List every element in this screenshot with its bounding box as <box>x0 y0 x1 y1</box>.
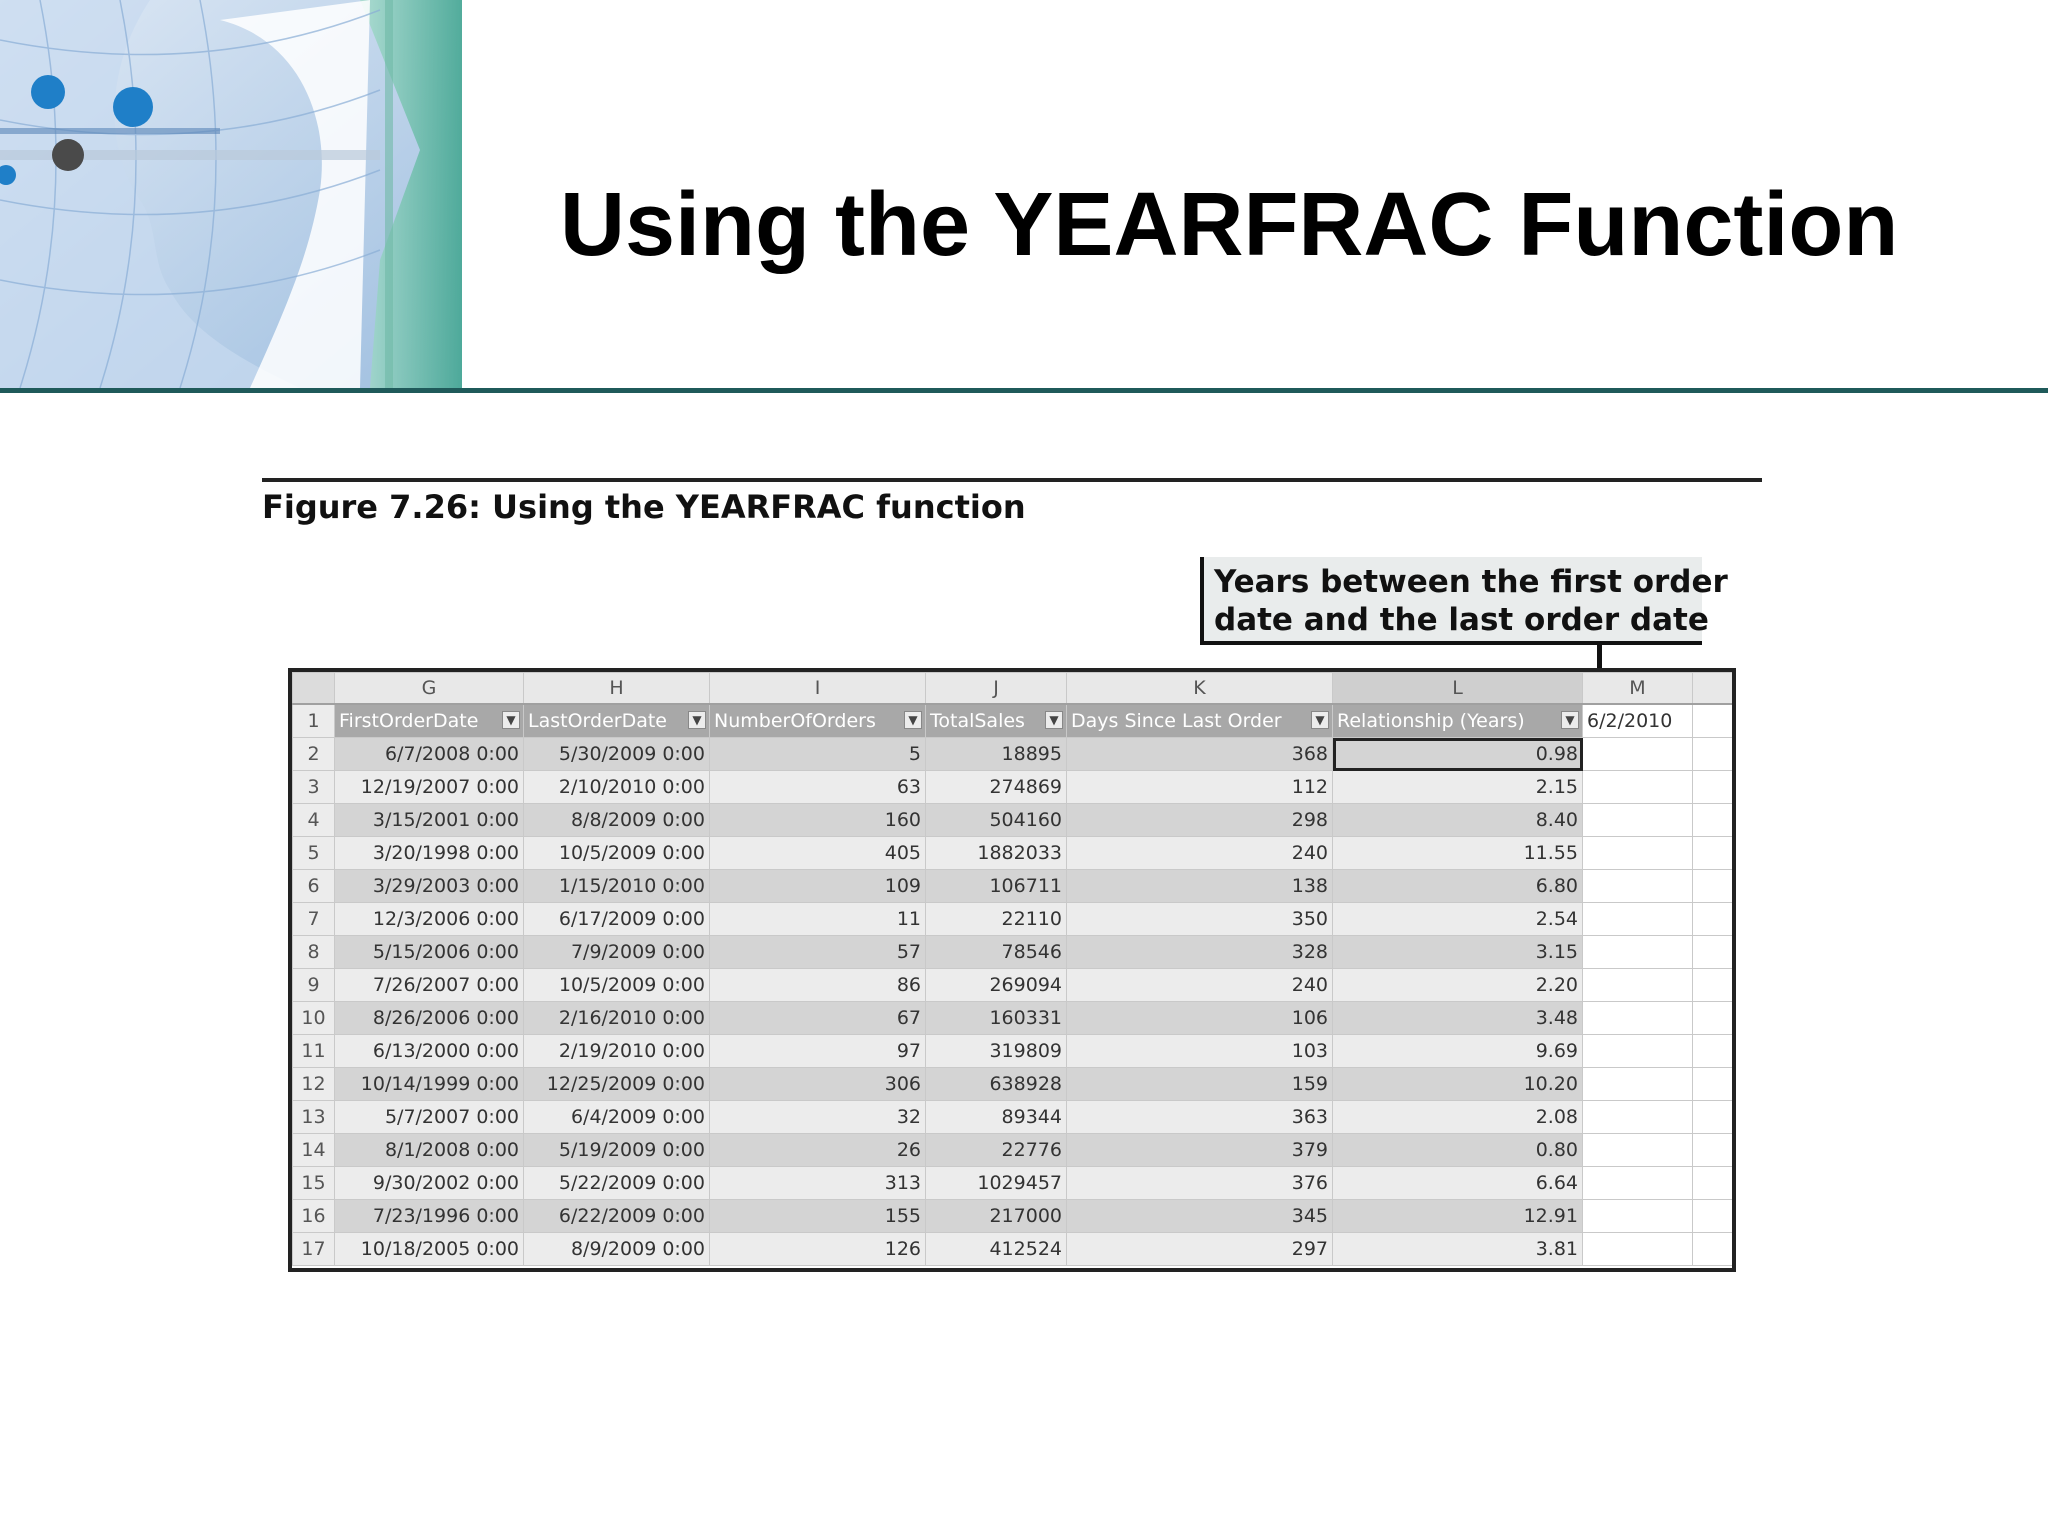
cell-m[interactable] <box>1583 903 1693 936</box>
table-row <box>293 804 1733 837</box>
header-label: NumberOfOrders <box>714 710 876 732</box>
table-row <box>293 903 1733 936</box>
table-row <box>293 969 1733 1002</box>
cell-m[interactable] <box>1583 1068 1693 1101</box>
cell-first-order-date[interactable]: 3/29/2003 0:00 <box>335 870 524 903</box>
row-number[interactable]: 8 <box>293 936 335 969</box>
filter-dropdown-icon[interactable]: ▼ <box>502 711 520 729</box>
cell-number-of-orders[interactable]: 155 <box>710 1200 926 1233</box>
cell-relationship-years[interactable]: 12.91 <box>1333 1200 1583 1233</box>
column-letter-l[interactable]: L <box>1333 673 1583 705</box>
row-number[interactable]: 2 <box>293 738 335 771</box>
header-cell-relationship-years[interactable] <box>1333 704 1583 738</box>
cell-days-since-last-order[interactable]: 368 <box>1067 738 1333 771</box>
cell-first-order-date[interactable]: 7/23/1996 0:00 <box>335 1200 524 1233</box>
row-number[interactable]: 12 <box>293 1068 335 1101</box>
cell-last-order-date[interactable]: 5/30/2009 0:00 <box>524 738 710 771</box>
cell-first-order-date[interactable]: 8/1/2008 0:00 <box>335 1134 524 1167</box>
cell-relationship-years[interactable]: 2.20 <box>1333 969 1583 1002</box>
table-row <box>293 1101 1733 1134</box>
cell-first-order-date[interactable]: 7/26/2007 0:00 <box>335 969 524 1002</box>
cell-number-of-orders[interactable]: 11 <box>710 903 926 936</box>
cell-m[interactable] <box>1583 837 1693 870</box>
cell-number-of-orders[interactable]: 126 <box>710 1233 926 1266</box>
cell-first-order-date[interactable]: 10/14/1999 0:00 <box>335 1068 524 1101</box>
cell-days-since-last-order[interactable]: 240 <box>1067 969 1333 1002</box>
cell-days-since-last-order[interactable]: 159 <box>1067 1068 1333 1101</box>
cell-m[interactable] <box>1583 870 1693 903</box>
cell-number-of-orders[interactable]: 306 <box>710 1068 926 1101</box>
cell-n[interactable] <box>1693 870 1733 903</box>
table-row <box>293 1035 1733 1068</box>
cell-relationship-years[interactable]: 11.55 <box>1333 837 1583 870</box>
cell-total-sales[interactable]: 22776 <box>926 1134 1067 1167</box>
cell-total-sales[interactable]: 638928 <box>926 1068 1067 1101</box>
figure-caption: Figure 7.26: Using the YEARFRAC function <box>262 488 1026 526</box>
row-number[interactable]: 14 <box>293 1134 335 1167</box>
cell-relationship-years[interactable]: 9.69 <box>1333 1035 1583 1068</box>
cell-number-of-orders[interactable]: 57 <box>710 936 926 969</box>
cell-relationship-years[interactable]: 3.48 <box>1333 1002 1583 1035</box>
row-number[interactable]: 11 <box>293 1035 335 1068</box>
cell-number-of-orders[interactable]: 67 <box>710 1002 926 1035</box>
cell-days-since-last-order[interactable]: 376 <box>1067 1167 1333 1200</box>
cell-relationship-years[interactable]: 8.40 <box>1333 804 1583 837</box>
cell-last-order-date[interactable]: 5/22/2009 0:00 <box>524 1167 710 1200</box>
cell-number-of-orders[interactable]: 109 <box>710 870 926 903</box>
row-number[interactable]: 9 <box>293 969 335 1002</box>
cell-first-order-date[interactable]: 12/3/2006 0:00 <box>335 903 524 936</box>
cell-m[interactable] <box>1583 969 1693 1002</box>
callout-box <box>1200 557 1728 645</box>
row-number[interactable]: 10 <box>293 1002 335 1035</box>
cell-relationship-years[interactable]: 6.64 <box>1333 1167 1583 1200</box>
header-cell-total-sales[interactable] <box>926 704 1067 738</box>
cell-total-sales[interactable]: 412524 <box>926 1233 1067 1266</box>
cell-first-order-date[interactable]: 3/15/2001 0:00 <box>335 804 524 837</box>
spreadsheet <box>288 668 1736 1272</box>
header-divider <box>0 388 2048 393</box>
column-letter-m[interactable]: M <box>1583 673 1693 705</box>
cell-number-of-orders[interactable]: 86 <box>710 969 926 1002</box>
table-row <box>293 738 1733 771</box>
header-label: FirstOrderDate <box>339 710 479 732</box>
cell-first-order-date[interactable]: 12/19/2007 0:00 <box>335 771 524 804</box>
cell-days-since-last-order[interactable]: 298 <box>1067 804 1333 837</box>
cell-n[interactable] <box>1693 804 1733 837</box>
table-row <box>293 1233 1733 1266</box>
column-letter-n[interactable] <box>1693 673 1733 705</box>
filter-dropdown-icon[interactable]: ▼ <box>1311 711 1329 729</box>
header-label: Days Since Last Order <box>1071 710 1282 732</box>
cell-days-since-last-order[interactable]: 328 <box>1067 936 1333 969</box>
cell-days-since-last-order[interactable]: 350 <box>1067 903 1333 936</box>
cell-n[interactable] <box>1693 1101 1733 1134</box>
cell-days-since-last-order[interactable]: 106 <box>1067 1002 1333 1035</box>
column-letter-j[interactable]: J <box>926 673 1067 705</box>
cell-total-sales[interactable]: 22110 <box>926 903 1067 936</box>
cell-last-order-date[interactable]: 6/17/2009 0:00 <box>524 903 710 936</box>
table-row <box>293 837 1733 870</box>
cell-number-of-orders[interactable]: 32 <box>710 1101 926 1134</box>
header-cell-days-since-last-order[interactable] <box>1067 704 1333 738</box>
cell-last-order-date[interactable]: 5/19/2009 0:00 <box>524 1134 710 1167</box>
cell-first-order-date[interactable]: 6/13/2000 0:00 <box>335 1035 524 1068</box>
header-label: Relationship (Years) <box>1337 710 1525 732</box>
cell-m[interactable] <box>1583 1167 1693 1200</box>
cell-days-since-last-order[interactable]: 138 <box>1067 870 1333 903</box>
filter-dropdown-icon[interactable]: ▼ <box>1561 711 1579 729</box>
row-number[interactable]: 16 <box>293 1200 335 1233</box>
figure-top-rule <box>262 478 1762 482</box>
table-row <box>293 771 1733 804</box>
cell-first-order-date[interactable]: 5/7/2007 0:00 <box>335 1101 524 1134</box>
cell-first-order-date[interactable]: 6/7/2008 0:00 <box>335 738 524 771</box>
cell-last-order-date[interactable]: 1/15/2010 0:00 <box>524 870 710 903</box>
cell-last-order-date[interactable]: 10/5/2009 0:00 <box>524 969 710 1002</box>
cell-m[interactable] <box>1583 1002 1693 1035</box>
row-number[interactable]: 7 <box>293 903 335 936</box>
spreadsheet-grid <box>292 672 1733 1266</box>
cell-n[interactable] <box>1693 771 1733 804</box>
column-letter-i[interactable]: I <box>710 673 926 705</box>
cell-last-order-date[interactable]: 2/10/2010 0:00 <box>524 771 710 804</box>
filter-dropdown-icon[interactable]: ▼ <box>904 711 922 729</box>
cell-n[interactable] <box>1693 1068 1733 1101</box>
row-number[interactable]: 4 <box>293 804 335 837</box>
cell-last-order-date[interactable]: 6/22/2009 0:00 <box>524 1200 710 1233</box>
cell-total-sales[interactable]: 1029457 <box>926 1167 1067 1200</box>
row-number[interactable]: 13 <box>293 1101 335 1134</box>
row-number[interactable]: 3 <box>293 771 335 804</box>
table-row <box>293 1134 1733 1167</box>
cell-relationship-years[interactable]: 10.20 <box>1333 1068 1583 1101</box>
abstract-face-graphic-icon <box>0 0 462 388</box>
cell-last-order-date[interactable]: 10/5/2009 0:00 <box>524 837 710 870</box>
cell-m[interactable] <box>1583 738 1693 771</box>
cell-total-sales[interactable]: 504160 <box>926 804 1067 837</box>
cell-total-sales[interactable]: 160331 <box>926 1002 1067 1035</box>
callout-line-1: Years between the first order <box>1214 564 1728 600</box>
cell-last-order-date[interactable]: 8/8/2009 0:00 <box>524 804 710 837</box>
cell-total-sales[interactable]: 18895 <box>926 738 1067 771</box>
cell-days-since-last-order[interactable]: 103 <box>1067 1035 1333 1068</box>
cell-n[interactable] <box>1693 936 1733 969</box>
cell-total-sales[interactable]: 217000 <box>926 1200 1067 1233</box>
cell-relationship-years[interactable]: 3.81 <box>1333 1233 1583 1266</box>
cell-number-of-orders[interactable]: 405 <box>710 837 926 870</box>
row-number[interactable]: 6 <box>293 870 335 903</box>
cell-n[interactable] <box>1693 837 1733 870</box>
cell-days-since-last-order[interactable]: 240 <box>1067 837 1333 870</box>
header-cell-number-of-orders[interactable] <box>710 704 926 738</box>
cell-last-order-date[interactable]: 7/9/2009 0:00 <box>524 936 710 969</box>
cell-relationship-years[interactable]: 0.80 <box>1333 1134 1583 1167</box>
table-row <box>293 1002 1733 1035</box>
slide-title: Using the YEARFRAC Function <box>560 175 1899 275</box>
header-row <box>293 704 1733 738</box>
cell-days-since-last-order[interactable]: 379 <box>1067 1134 1333 1167</box>
column-letter-h[interactable]: H <box>524 673 710 705</box>
cell-total-sales[interactable]: 319809 <box>926 1035 1067 1068</box>
table-row <box>293 936 1733 969</box>
table-row <box>293 1167 1733 1200</box>
cell-days-since-last-order[interactable]: 363 <box>1067 1101 1333 1134</box>
cell-relationship-years[interactable]: 2.08 <box>1333 1101 1583 1134</box>
cell-number-of-orders[interactable]: 63 <box>710 771 926 804</box>
table-row <box>293 1068 1733 1101</box>
cell-first-order-date[interactable]: 5/15/2006 0:00 <box>335 936 524 969</box>
cell-days-since-last-order[interactable]: 345 <box>1067 1200 1333 1233</box>
cell-total-sales[interactable]: 274869 <box>926 771 1067 804</box>
cell-first-order-date[interactable]: 3/20/1998 0:00 <box>335 837 524 870</box>
cell-n[interactable] <box>1693 903 1733 936</box>
header-cell-first-order-date[interactable] <box>335 704 524 738</box>
row-number[interactable]: 1 <box>293 704 335 738</box>
cell-m[interactable] <box>1583 936 1693 969</box>
cell-m[interactable] <box>1583 1200 1693 1233</box>
header-label: TotalSales <box>930 710 1025 732</box>
cell-n[interactable] <box>1693 1134 1733 1167</box>
cell-days-since-last-order[interactable]: 112 <box>1067 771 1333 804</box>
cell-first-order-date[interactable]: 9/30/2002 0:00 <box>335 1167 524 1200</box>
cell-n[interactable] <box>1693 1200 1733 1233</box>
callout-line-2: date and the last order date <box>1214 602 1709 638</box>
cell-relationship-years[interactable]: 3.15 <box>1333 936 1583 969</box>
cell-n1[interactable] <box>1693 704 1733 738</box>
cell-n[interactable] <box>1693 1167 1733 1200</box>
row-number[interactable]: 5 <box>293 837 335 870</box>
cell-number-of-orders[interactable]: 97 <box>710 1035 926 1068</box>
cell-total-sales[interactable]: 78546 <box>926 936 1067 969</box>
cell-m[interactable] <box>1583 1233 1693 1266</box>
header-label: LastOrderDate <box>528 710 667 732</box>
cell-n[interactable] <box>1693 738 1733 771</box>
cell-total-sales[interactable]: 106711 <box>926 870 1067 903</box>
cell-last-order-date[interactable]: 2/16/2010 0:00 <box>524 1002 710 1035</box>
header-artwork <box>0 0 462 388</box>
cell-relationship-years[interactable]: 0.98 <box>1333 738 1583 771</box>
cell-number-of-orders[interactable]: 26 <box>710 1134 926 1167</box>
cell-number-of-orders[interactable]: 5 <box>710 738 926 771</box>
cell-last-order-date[interactable]: 12/25/2009 0:00 <box>524 1068 710 1101</box>
cell-total-sales[interactable]: 269094 <box>926 969 1067 1002</box>
cell-number-of-orders[interactable]: 160 <box>710 804 926 837</box>
header-cell-last-order-date[interactable] <box>524 704 710 738</box>
filter-dropdown-icon[interactable]: ▼ <box>688 711 706 729</box>
cell-n[interactable] <box>1693 1233 1733 1266</box>
cell-relationship-years[interactable]: 6.80 <box>1333 870 1583 903</box>
row-number[interactable]: 15 <box>293 1167 335 1200</box>
cell-m[interactable] <box>1583 771 1693 804</box>
cell-number-of-orders[interactable]: 313 <box>710 1167 926 1200</box>
table-row <box>293 870 1733 903</box>
filter-dropdown-icon[interactable]: ▼ <box>1045 711 1063 729</box>
cell-m[interactable] <box>1583 1134 1693 1167</box>
select-all-corner[interactable] <box>293 673 335 705</box>
cell-days-since-last-order[interactable]: 297 <box>1067 1233 1333 1266</box>
column-letter-k[interactable]: K <box>1067 673 1333 705</box>
cell-first-order-date[interactable]: 8/26/2006 0:00 <box>335 1002 524 1035</box>
column-letter-row <box>293 673 1733 705</box>
cell-m[interactable] <box>1583 1035 1693 1068</box>
cell-relationship-years[interactable]: 2.15 <box>1333 771 1583 804</box>
cell-last-order-date[interactable]: 6/4/2009 0:00 <box>524 1101 710 1134</box>
cell-last-order-date[interactable]: 8/9/2009 0:00 <box>524 1233 710 1266</box>
cell-relationship-years[interactable]: 2.54 <box>1333 903 1583 936</box>
cell-first-order-date[interactable]: 10/18/2005 0:00 <box>335 1233 524 1266</box>
cell-total-sales[interactable]: 89344 <box>926 1101 1067 1134</box>
cell-n[interactable] <box>1693 969 1733 1002</box>
cell-total-sales[interactable]: 1882033 <box>926 837 1067 870</box>
table-row <box>293 1200 1733 1233</box>
cell-last-order-date[interactable]: 2/19/2010 0:00 <box>524 1035 710 1068</box>
cell-m[interactable] <box>1583 804 1693 837</box>
row-number[interactable]: 17 <box>293 1233 335 1266</box>
cell-n[interactable] <box>1693 1035 1733 1068</box>
column-letter-g[interactable]: G <box>335 673 524 705</box>
cell-n[interactable] <box>1693 1002 1733 1035</box>
cell-m[interactable] <box>1583 1101 1693 1134</box>
cell-m1[interactable]: 6/2/2010 <box>1583 704 1693 738</box>
